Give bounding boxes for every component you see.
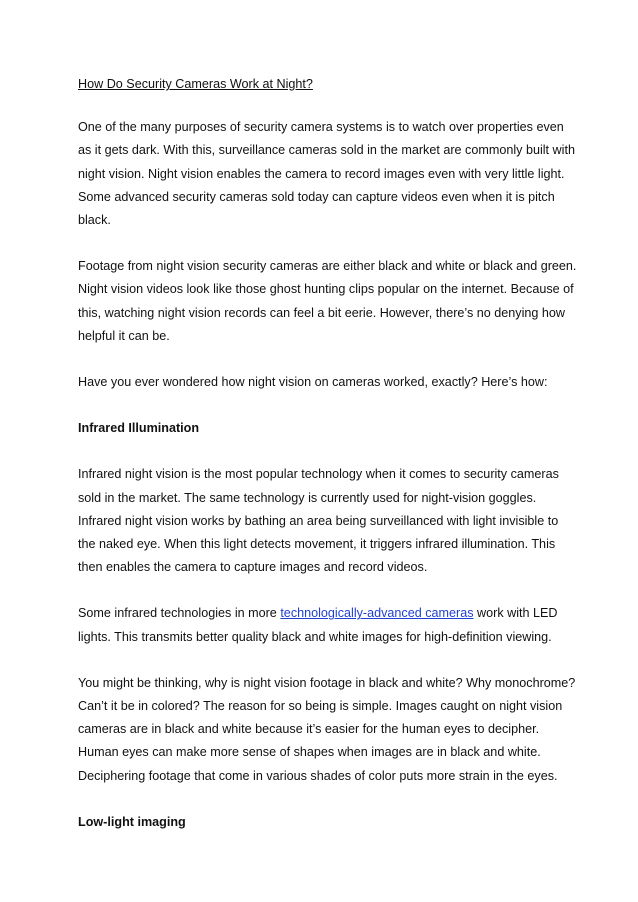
paragraph-infrared: Infrared night vision is the most popular technology when it comes to security cameras sold in the market. The same technology is currently used for night-vision goggles. Infrared night vision works by bathing an area being surveillanced with light invisible to the naked eye. When this light detects movement, it triggers infrared illumination. This then enables the camera to capture images and record videos. (78, 467, 559, 575)
paragraph-footage: Footage from night vision security cameras are either black and white or black and green. Night vision videos look like those ghost hunting clips popular on the internet. Because of this, watching night vision records can feel a bit eerie. However, there’s no denying how helpful it can be. (78, 259, 577, 343)
paragraph-led-text-before: Some infrared technologies in more (78, 606, 281, 621)
paragraph-led (78, 602, 578, 648)
document-title: How Do Security Cameras Work at Night? (78, 77, 313, 91)
paragraph-question: Have you ever wondered how night vision on cameras worked, exactly? Here’s how: (78, 375, 548, 390)
technologically-advanced-cameras-link[interactable]: technologically-advanced cameras (280, 606, 474, 621)
paragraph-monochrome: You might be thinking, why is night vision footage in black and white? Why monochrome? Can’t it be in colored? The reason for so being is simple. Images caught on night vision cameras are in black and white because it’s easier for the human eyes to decipher. Human eyes can make more sense of shapes when images are in black and white. Deciphering footage that come in various shades of color puts more strain in the eyes. (78, 675, 576, 783)
paragraph-intro: One of the many purposes of security camera systems is to watch over properties even as it gets dark. With this, surveillance cameras sold in the market are commonly built with night vision. Night vision enables the camera to record images even with very little light. Some advanced security cameras sold today can capture videos even when it is pitch black. (78, 120, 575, 228)
document-page (78, 73, 578, 857)
heading-low-light-imaging: Low-light imaging (78, 814, 186, 829)
heading-infrared-illumination: Infrared Illumination (78, 421, 200, 436)
paragraph-led-text-after: work with LED lights. This transmits better quality black and white images for high-definition viewing. (78, 606, 558, 644)
